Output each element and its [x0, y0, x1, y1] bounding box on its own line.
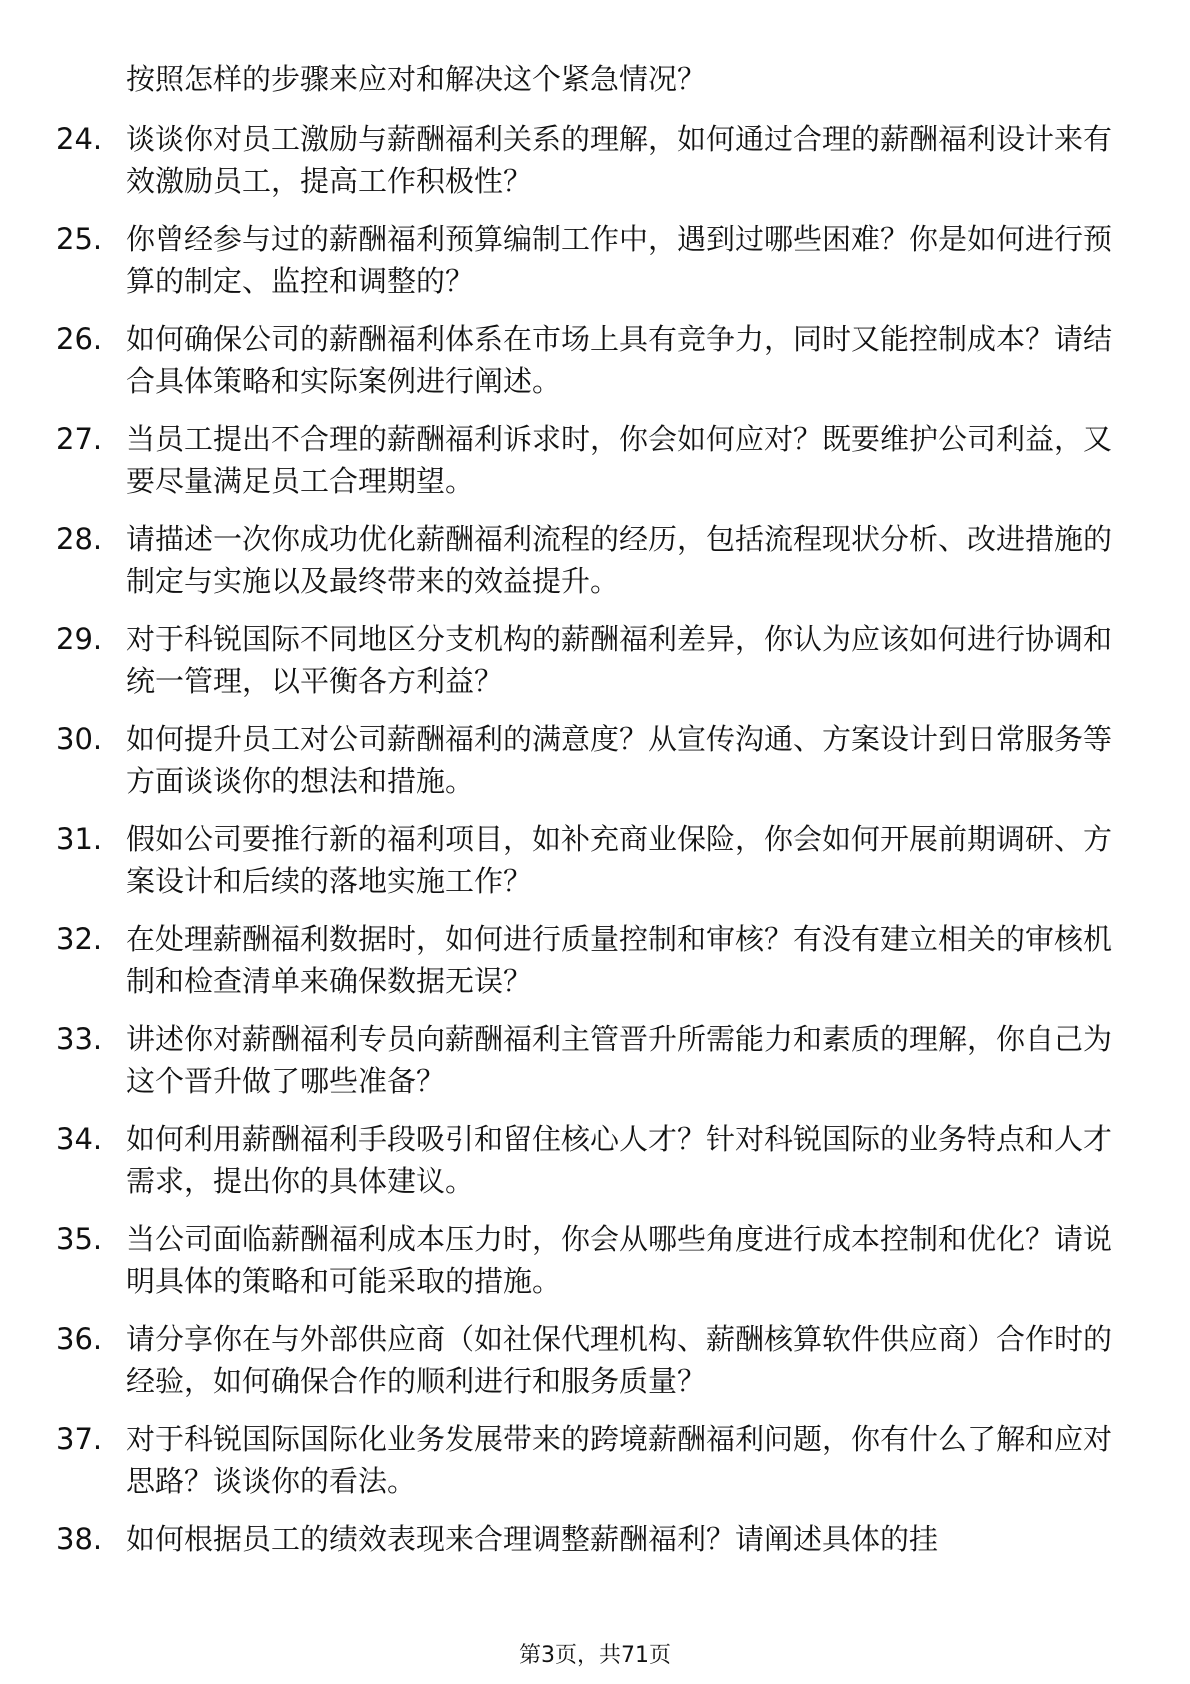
question-item — [56, 118, 1116, 202]
question-text: 当员工提出不合理的薪酬福利诉求时，你会如何应对？既要维护公司利益，又要尽量满足员工合理期望。 — [126, 422, 1113, 498]
question-item — [56, 1418, 1116, 1502]
question-text: 如何根据员工的绩效表现来合理调整薪酬福利？请阐述具体的挂 — [126, 1522, 939, 1556]
question-number: 27. — [56, 422, 103, 456]
question-item — [56, 1118, 1116, 1202]
question-text: 当公司面临薪酬福利成本压力时，你会从哪些角度进行成本控制和优化？请说明具体的策略和可能采取的措施。 — [126, 1222, 1113, 1298]
question-list — [56, 118, 1116, 1576]
question-text: 对于科锐国际不同地区分支机构的薪酬福利差异，你认为应该如何进行协调和统一管理，以平衡各方利益？ — [126, 622, 1113, 698]
question-number: 30. — [56, 722, 103, 756]
question-number: 28. — [56, 522, 103, 556]
question-item — [56, 618, 1116, 702]
question-number: 29. — [56, 622, 103, 656]
question-item — [56, 718, 1116, 802]
continuation-text: 按照怎样的步骤来应对和解决这个紧急情况？ — [126, 62, 707, 96]
question-item — [56, 818, 1116, 902]
question-text: 讲述你对薪酬福利专员向薪酬福利主管晋升所需能力和素质的理解，你自己为这个晋升做了哪些准备？ — [126, 1022, 1113, 1098]
question-item — [56, 1318, 1116, 1402]
question-item — [56, 1018, 1116, 1102]
question-number: 25. — [56, 222, 103, 256]
question-text: 在处理薪酬福利数据时，如何进行质量控制和审核？有没有建立相关的审核机制和检查清单来确保数据无误？ — [126, 922, 1113, 998]
question-text: 假如公司要推行新的福利项目，如补充商业保险，你会如何开展前期调研、方案设计和后续的落地实施工作？ — [126, 822, 1113, 898]
question-number: 38. — [56, 1522, 103, 1556]
question-number: 31. — [56, 822, 103, 856]
question-number: 35. — [56, 1222, 103, 1256]
question-number: 24. — [56, 122, 103, 156]
question-number: 32. — [56, 922, 103, 956]
question-item — [56, 1518, 1116, 1560]
question-text: 如何提升员工对公司薪酬福利的满意度？从宣传沟通、方案设计到日常服务等方面谈谈你的想法和措施。 — [126, 722, 1113, 798]
question-text: 对于科锐国际国际化业务发展带来的跨境薪酬福利问题，你有什么了解和应对思路？谈谈你的看法。 — [126, 1422, 1113, 1498]
question-text: 请描述一次你成功优化薪酬福利流程的经历，包括流程现状分析、改进措施的制定与实施以及最终带来的效益提升。 — [126, 522, 1113, 598]
question-number: 36. — [56, 1322, 103, 1356]
question-item — [56, 1218, 1116, 1302]
question-item — [56, 518, 1116, 602]
page-footer: 第3页，共71页 — [519, 1643, 671, 1668]
question-text: 谈谈你对员工激励与薪酬福利关系的理解，如何通过合理的薪酬福利设计来有效激励员工，提高工作积极性？ — [126, 122, 1113, 198]
question-number: 33. — [56, 1022, 103, 1056]
question-text: 你曾经参与过的薪酬福利预算编制工作中，遇到过哪些困难？你是如何进行预算的制定、监控和调整的？ — [126, 222, 1113, 298]
question-text: 如何确保公司的薪酬福利体系在市场上具有竞争力，同时又能控制成本？请结合具体策略和实际案例进行阐述。 — [126, 322, 1113, 398]
question-text: 如何利用薪酬福利手段吸引和留住核心人才？针对科锐国际的业务特点和人才需求，提出你的具体建议。 — [126, 1122, 1113, 1198]
question-number: 34. — [56, 1122, 103, 1156]
question-text: 请分享你在与外部供应商（如社保代理机构、薪酬核算软件供应商）合作时的经验，如何确保合作的顺利进行和服务质量？ — [126, 1322, 1113, 1398]
question-number: 26. — [56, 322, 103, 356]
question-item — [56, 918, 1116, 1002]
question-item — [56, 218, 1116, 302]
question-number: 37. — [56, 1422, 103, 1456]
question-item — [56, 418, 1116, 502]
question-item — [56, 318, 1116, 402]
